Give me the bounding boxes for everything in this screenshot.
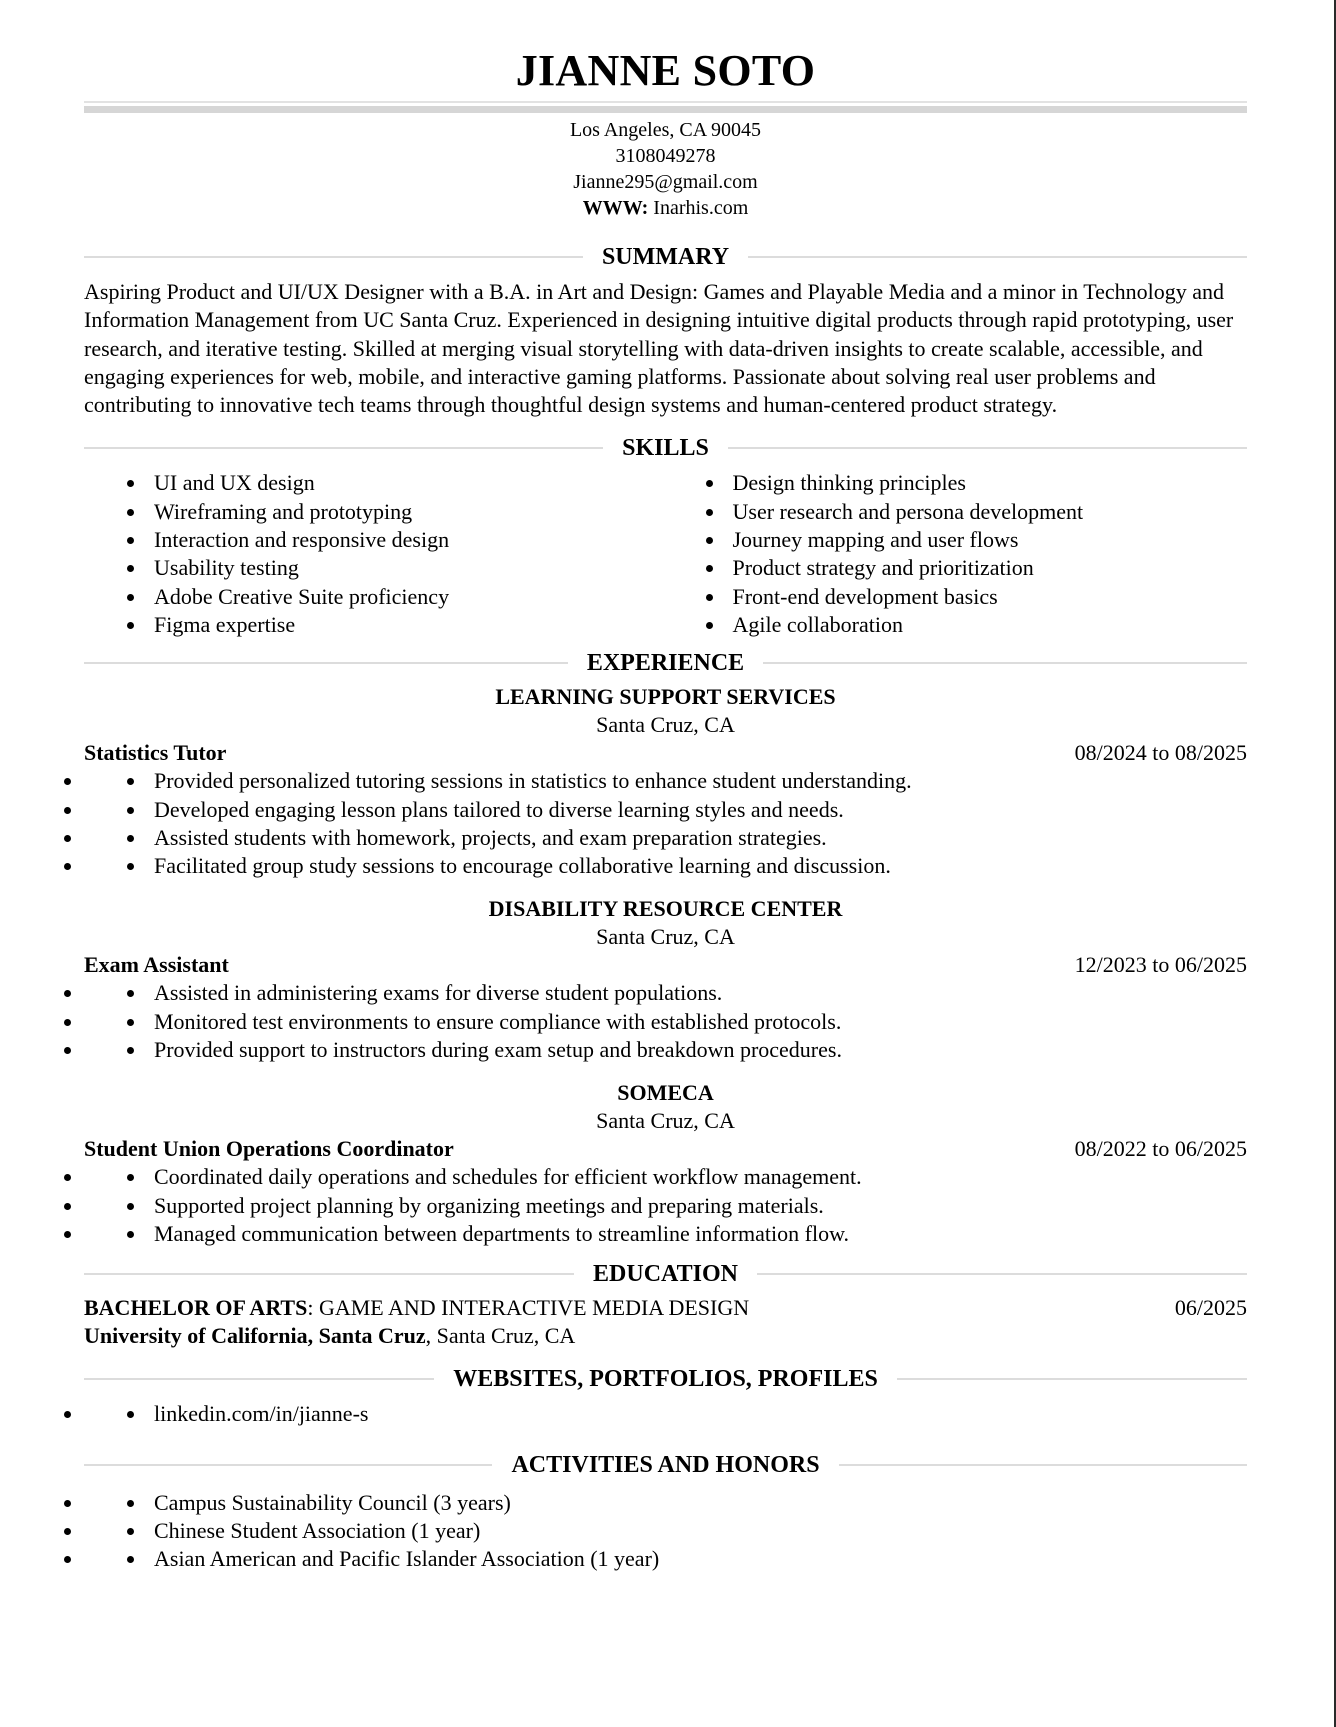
divider-line	[897, 1378, 1247, 1380]
job-location: Santa Cruz, CA	[596, 1108, 735, 1134]
job-bullets	[84, 767, 1247, 880]
school-location: , Santa Cruz, CA	[425, 1323, 576, 1349]
divider-line	[84, 1273, 574, 1275]
job-bullets	[84, 1163, 1247, 1248]
job-bullet: • Monitored test environments to ensure compliance with established protocols.	[84, 1008, 1247, 1036]
skill-item: Front-end development basics	[666, 583, 1248, 611]
section-title: WEBSITES, PORTFOLIOS, PROFILES	[453, 1366, 878, 1393]
section-title: SUMMARY	[601, 244, 730, 270]
school-line	[84, 1322, 575, 1350]
job-bullet: • Assisted in administering exams for diverse student populations.	[84, 979, 1247, 1007]
skill-item: Usability testing	[84, 554, 666, 582]
job-dates: 08/2024 to 08/2025	[1074, 740, 1247, 766]
skill-item: Agile collaboration	[666, 611, 1248, 639]
divider-line	[728, 447, 1247, 449]
skill-item: Design thinking principles	[666, 469, 1248, 497]
candidate-name: JIANNE SOTO	[515, 46, 816, 95]
contact-location: Los Angeles, CA 90045	[569, 119, 762, 141]
company-name: DISABILITY RESOURCE CENTER	[488, 896, 843, 922]
role-row	[84, 1135, 1247, 1163]
contact-phone: 3108049278	[615, 145, 716, 167]
activities-list	[84, 1489, 1247, 1574]
websites-list	[84, 1400, 1247, 1428]
website-link[interactable]: Inarhis.com	[653, 197, 749, 219]
degree-line	[84, 1294, 749, 1322]
job-title: Student Union Operations Coordinator	[84, 1136, 454, 1162]
divider-line	[84, 447, 603, 449]
job-entry	[84, 683, 1247, 880]
job-dates: 12/2023 to 06/2025	[1074, 952, 1247, 978]
contact-email[interactable]: Jianne295@gmail.com	[573, 171, 758, 193]
skills-list	[84, 469, 1247, 639]
divider-line	[763, 662, 1247, 664]
job-bullet: • Coordinated daily operations and schedules for efficient workflow management.	[84, 1163, 1247, 1191]
website-label: WWW:	[582, 197, 649, 219]
divider-line	[84, 1464, 492, 1466]
job-dates: 08/2022 to 06/2025	[1074, 1136, 1247, 1162]
skill-item: Interaction and responsive design	[84, 526, 666, 554]
summary-text: Aspiring Product and UI/UX Designer with a B.A. in Art and Design: Games and Playable Media and a minor in Technology and Information Management from UC Santa Cruz. Experienced in designing intuitive digital products through rapid prototyping, user research, and iterative testing. Skilled at merging visual storytelling with data-driven insights to create scalable, accessible, and engaging experiences for web, mobile, and interactive gaming platforms. Passionate about solving real user problems and contributing to innovative tech teams through thoughtful design systems and human-centered product strategy.	[84, 279, 1234, 418]
summary-heading	[84, 238, 1247, 276]
divider-line	[748, 256, 1247, 258]
skill-item: Journey mapping and user flows	[666, 526, 1248, 554]
job-title: Exam Assistant	[84, 952, 229, 978]
activity-item: • Campus Sustainability Council (3 years)	[84, 1489, 1247, 1517]
section-title: EDUCATION	[593, 1261, 738, 1288]
activities-heading	[84, 1446, 1247, 1484]
skill-item: Product strategy and prioritization	[666, 554, 1248, 582]
education-entry	[84, 1294, 1247, 1350]
skills-column-right	[666, 469, 1248, 639]
role-row	[84, 739, 1247, 767]
skill-item: User research and persona development	[666, 498, 1248, 526]
skills-column-left	[84, 469, 666, 639]
job-bullet: • Provided support to instructors during exam setup and breakdown procedures.	[84, 1036, 1247, 1064]
degree-field: : GAME AND INTERACTIVE MEDIA DESIGN	[307, 1295, 750, 1321]
job-bullet: • Developed engaging lesson plans tailored to diverse learning styles and needs.	[84, 796, 1247, 824]
activity-item: • Chinese Student Association (1 year)	[84, 1517, 1247, 1545]
job-bullet: • Supported project planning by organizing meetings and preparing materials.	[84, 1192, 1247, 1220]
graduation-date: 06/2025	[1174, 1295, 1247, 1321]
contact-website	[84, 195, 1247, 221]
role-row	[84, 951, 1247, 979]
divider-line	[757, 1273, 1247, 1275]
job-location: Santa Cruz, CA	[596, 712, 735, 738]
divider-line	[84, 662, 568, 664]
skill-item: UI and UX design	[84, 469, 666, 497]
header-divider-thick	[84, 106, 1247, 113]
job-location: Santa Cruz, CA	[596, 924, 735, 950]
resume-document	[84, 0, 1247, 1573]
school-name: University of California, Santa Cruz	[84, 1323, 426, 1349]
degree-row	[84, 1294, 1247, 1322]
job-entry	[84, 895, 1247, 1064]
job-bullet: • Managed communication between departments to streamline information flow.	[84, 1220, 1247, 1248]
activity-item: • Asian American and Pacific Islander Association (1 year)	[84, 1545, 1247, 1573]
education-heading	[84, 1255, 1247, 1293]
section-title: ACTIVITIES AND HONORS	[511, 1451, 820, 1478]
profile-link[interactable]: • linkedin.com/in/jianne-s	[84, 1400, 1247, 1428]
header-divider-thin	[84, 101, 1247, 103]
job-bullet: • Facilitated group study sessions to encourage collaborative learning and discussion.	[84, 852, 1247, 880]
job-bullet: • Assisted students with homework, projects, and exam preparation strategies.	[84, 824, 1247, 852]
degree-name: BACHELOR OF ARTS	[84, 1295, 308, 1321]
section-title: SKILLS	[622, 435, 709, 462]
divider-line	[84, 256, 583, 258]
job-title: Statistics Tutor	[84, 740, 227, 766]
contact-block	[84, 117, 1247, 221]
skill-item: Figma expertise	[84, 611, 666, 639]
skill-item: Adobe Creative Suite proficiency	[84, 583, 666, 611]
school-row	[84, 1322, 1247, 1350]
job-entry	[84, 1079, 1247, 1248]
skills-heading	[84, 429, 1247, 467]
divider-line	[839, 1464, 1247, 1466]
job-bullet: • Provided personalized tutoring sessions in statistics to enhance student understanding.	[84, 767, 1247, 795]
skill-item: Wireframing and prototyping	[84, 498, 666, 526]
divider-line	[84, 1378, 434, 1380]
job-bullets	[84, 979, 1247, 1064]
websites-heading	[84, 1360, 1247, 1398]
company-name: LEARNING SUPPORT SERVICES	[495, 684, 836, 710]
company-name: SOMECA	[617, 1080, 714, 1106]
experience-heading	[84, 644, 1247, 682]
section-title: EXPERIENCE	[586, 650, 745, 677]
